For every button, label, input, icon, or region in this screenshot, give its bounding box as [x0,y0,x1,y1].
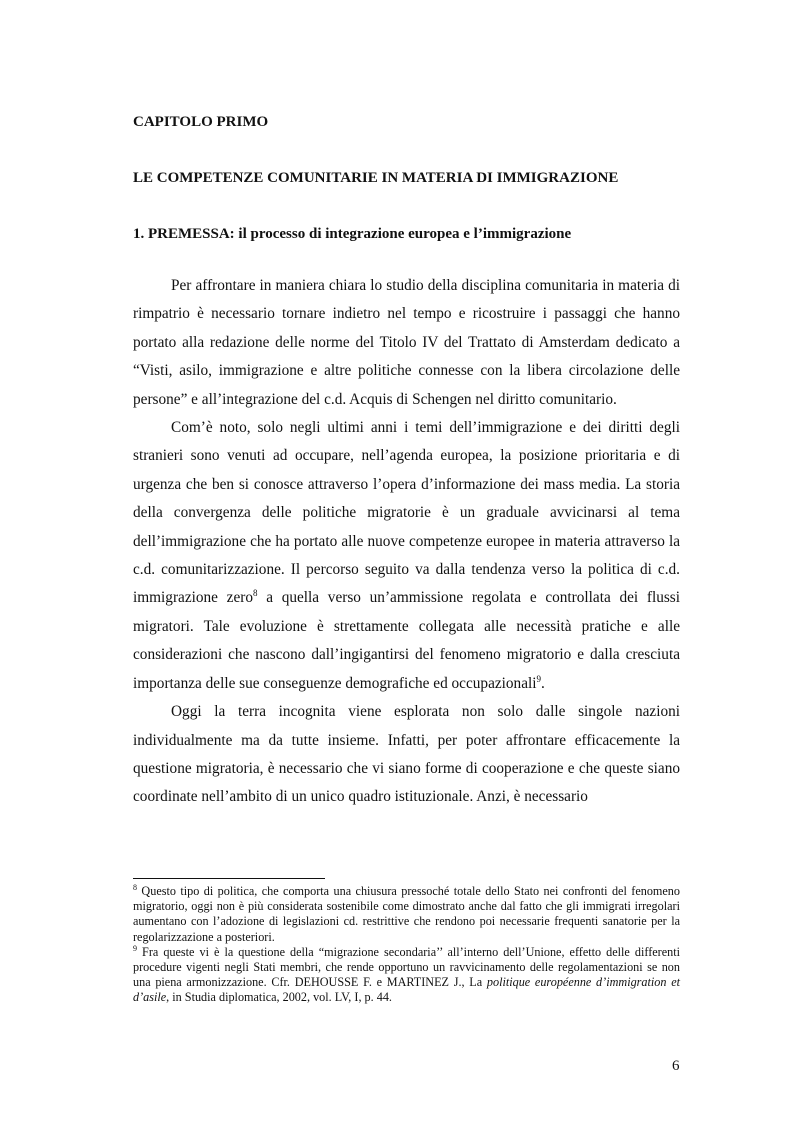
footnote-separator [133,878,325,879]
section-heading: 1. PREMESSA: il processo di integrazione europea e l’immigrazione [133,226,572,242]
footnote-9 [133,945,680,1006]
footnote-ref-8: 8 [253,588,258,599]
footnote-9-text-b: , in Studia diplomatica, 2002, vol. LV, I, p. 44. [166,990,392,1005]
paragraph-2-text-b: a quella verso un’ammissione regolata e controllata dei flussi migratori. Tale evoluzione è strettamente collegata alle necessità pratiche e alle considerazioni che nascono dall’ingigantirsi del fenomeno migratorio e dalla cresciuta importanza delle sue conseguenze demografiche ed occupazionali [133,589,680,692]
page-number: 6 [672,1058,680,1074]
paragraph-1: Per affrontare in maniera chiara lo studio della disciplina comunitaria in materia di rimpatrio è necessario tornare indietro nel tempo e ricostruire i passaggi che hanno portato alla redazione delle norme del Titolo IV del Trattato di Amsterdam dedicato a “Visti, asilo, immigrazione e altre politiche connesse con la libera circolazione delle persone” e all’integrazione del c.d. Acquis di Schengen nel diritto comunitario. [133,277,680,408]
paragraph-3: Oggi la terra incognita viene esplorata non solo dalle singole nazioni individualmente ma da tutte insieme. Infatti, per poter affrontare efficacemente la questione migratoria, è necessario che vi siano forme di cooperazione e che queste siano coordinate nell’ambito di un unico quadro istituzionale. Anzi, è necessario [133,703,680,806]
paragraph-2 [133,414,680,698]
chapter-title: LE COMPETENZE COMUNITARIE IN MATERIA DI IMMIGRAZIONE [133,170,619,186]
chapter-heading: CAPITOLO PRIMO [133,114,269,130]
paragraph-2-text-a: Com’è noto, solo negli ultimi anni i temi dell’immigrazione e dei diritti degli stranieri sono venuti ad occupare, nell’agenda europea, la posizione prioritaria e di urgenza che ben si conosce attraverso l’opera d’informazione dei mass media. La storia della convergenza delle politiche migratorie è un graduale avvicinarsi al tema dell’immigrazione che ha portato alle nuove competenze europee in materia attraverso la c.d. comunitarizzazione. Il percorso seguito va dalla tendenza verso la politica di c.d. immigrazione zero [133,419,680,607]
footnote-9-text-a: Fra queste vi è la questione della “migrazione secondaria’’ all’interno dell’Unione, effetto delle differenti procedure vigenti negli Stati membri, che rende opportuno un ravvicinamento delle regolamentazioni se non una piena armonizzazione. Cfr. DEHOUSSE F. e MARTINEZ J., La [133,944,680,990]
footnote-8 [133,884,680,945]
footnote-ref-9: 9 [536,673,541,684]
footnote-8-text: Questo tipo di politica, che comporta una chiusura pressoché totale dello Stato nei confronti del fenomeno migratorio, oggi non è più considerata sostenibile come dimostrato anche dal fatto che gli immigrati irregolari aumentano con l’adozione di legislazioni cd. restrittive che rendono poi necessarie frequenti sanatorie per la regolarizzazione a posteriori. [133,884,680,944]
footnote-9-book-title: politique européenne d’immigration et d’asile [133,975,680,1005]
footnote-9-number: 9 [133,943,137,953]
body-text [133,272,680,812]
paragraph-2-text-c: . [540,674,545,692]
footnotes [133,884,680,1006]
footnote-8-number: 8 [133,882,137,892]
